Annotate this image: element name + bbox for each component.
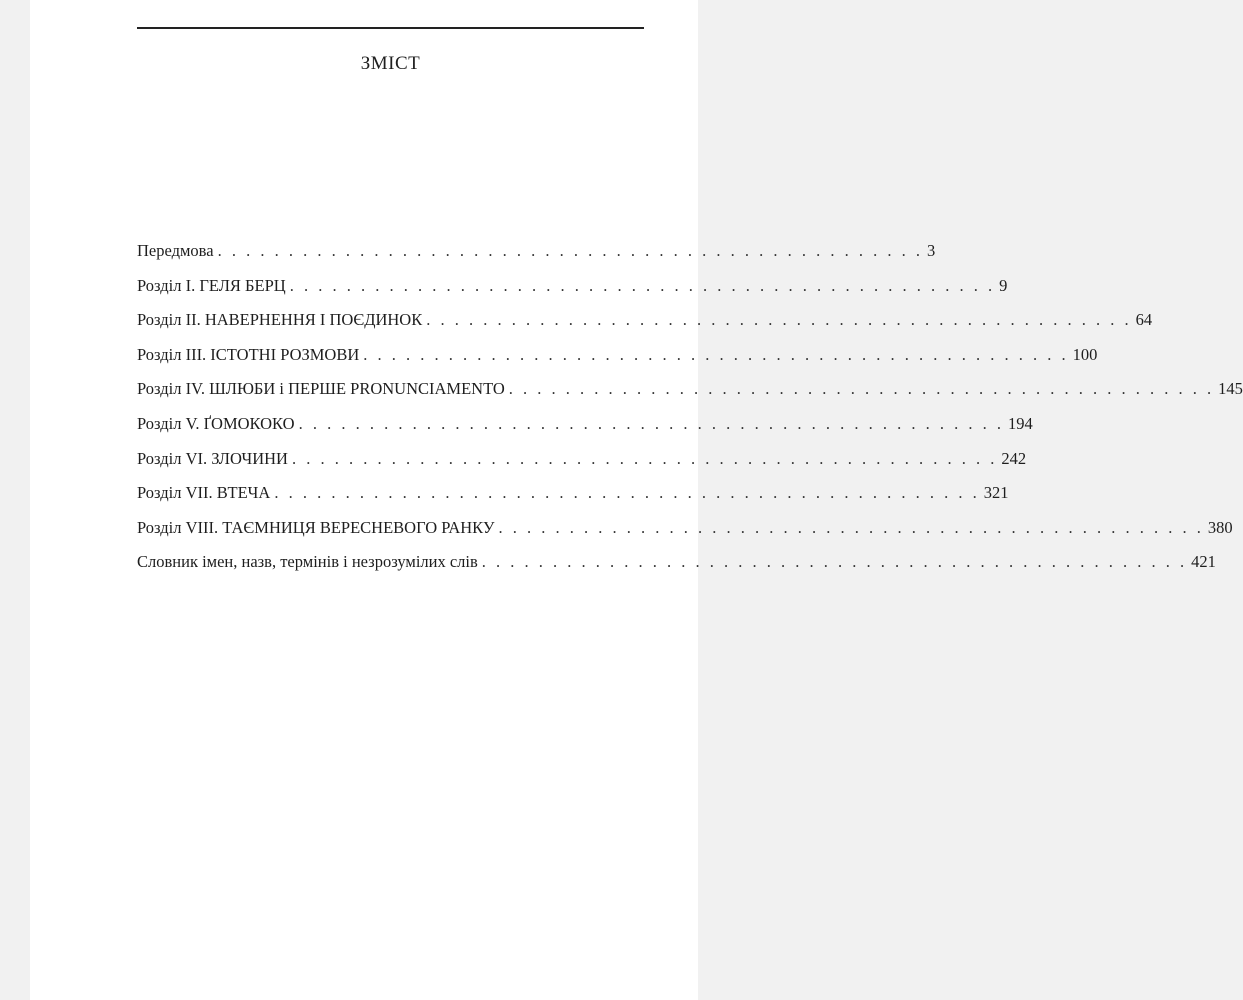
- dot-leader: . . . . . . . . . . . . . . . . . . . . . . . . . . . . . . . . . . . . . . . . . . . . . . . . . .: [217, 241, 923, 260]
- toc-entry-chapter-2[interactable]: [137, 310, 1153, 345]
- toc-entry-page: 421: [1191, 552, 1216, 572]
- toc-entry-chapter-1[interactable]: [137, 275, 1008, 311]
- toc-entry-title: Передмова: [137, 241, 214, 260]
- toc-entry-page: 321: [983, 483, 1009, 503]
- toc-entry-chapter-6[interactable]: [137, 448, 1027, 484]
- toc-entry-title: Розділ І. ГЕЛЯ БЕРЦ: [137, 275, 286, 295]
- top-rule: [137, 27, 644, 29]
- toc-entry-title: Розділ VІІ. ВТЕЧА: [137, 483, 271, 503]
- toc-entry-preface[interactable]: [137, 241, 936, 276]
- toc-entry-chapter-7[interactable]: [137, 483, 1009, 518]
- toc-entry-page: 194: [1007, 413, 1033, 433]
- dot-leader: . . . . . . . . . . . . . . . . . . . . . . . . . . . . . . . . . . . . . . . . . . . . . . . . . .: [298, 413, 1004, 433]
- toc-entry-page: 9: [999, 275, 1008, 295]
- toc-entry-chapter-3[interactable]: [137, 344, 1098, 380]
- table-of-contents: [137, 241, 1243, 587]
- toc-entry-title: Розділ V. ҐОМОКОКО: [137, 413, 295, 433]
- page-title: ЗМІСТ: [360, 53, 421, 74]
- dot-leader: . . . . . . . . . . . . . . . . . . . . . . . . . . . . . . . . . . . . . . . . . . . . . . . . . .: [498, 517, 1204, 537]
- toc-entry-page: 3: [926, 241, 936, 260]
- toc-entry-title: Розділ VІ. ЗЛОЧИНИ: [137, 448, 288, 468]
- toc-entry-title: Розділ ІІІ. ІСТОТНІ РОЗМОВИ: [137, 344, 360, 364]
- toc-entry-chapter-4[interactable]: [137, 379, 1243, 414]
- book-page: [30, 0, 1243, 1000]
- toc-entry-title: Словник імен, назв, термінів і незрозумілих слів: [137, 552, 478, 572]
- toc-entry-glossary[interactable]: [137, 552, 1216, 587]
- toc-entry-title: Розділ VІІІ. ТАЄМНИЦЯ ВЕРЕСНЕВОГО РАНКУ: [137, 517, 495, 537]
- dot-leader: . . . . . . . . . . . . . . . . . . . . . . . . . . . . . . . . . . . . . . . . . . . . . . . . . .: [274, 483, 980, 503]
- toc-entry-page: 242: [1001, 448, 1027, 468]
- dot-leader: . . . . . . . . . . . . . . . . . . . . . . . . . . . . . . . . . . . . . . . . . . . . . . . . . .: [481, 552, 1188, 572]
- toc-entry-chapter-8[interactable]: [137, 517, 1233, 553]
- toc-entry-page: 64: [1135, 310, 1153, 330]
- toc-entry-page: 145: [1218, 379, 1243, 399]
- dot-leader: . . . . . . . . . . . . . . . . . . . . . . . . . . . . . . . . . . . . . . . . . . . . . . . . . .: [426, 310, 1132, 330]
- dot-leader: . . . . . . . . . . . . . . . . . . . . . . . . . . . . . . . . . . . . . . . . . . . . . . . . . .: [289, 275, 996, 295]
- toc-entry-title: Розділ ІV. ШЛЮБИ і ПЕРШЕ PRONUNCIAMENTO: [137, 379, 505, 399]
- toc-entry-page: 100: [1072, 344, 1098, 364]
- toc-entry-chapter-5[interactable]: [137, 413, 1033, 449]
- toc-entry-page: 380: [1207, 517, 1233, 537]
- dot-leader: . . . . . . . . . . . . . . . . . . . . . . . . . . . . . . . . . . . . . . . . . . . . . . . . . .: [363, 344, 1069, 364]
- toc-entry-title: Розділ ІІ. НАВЕРНЕННЯ І ПОЄДИНОК: [137, 310, 423, 330]
- dot-leader: . . . . . . . . . . . . . . . . . . . . . . . . . . . . . . . . . . . . . . . . . . . . . . . . . .: [291, 448, 998, 468]
- dot-leader: . . . . . . . . . . . . . . . . . . . . . . . . . . . . . . . . . . . . . . . . . . . . . . . . . .: [508, 379, 1215, 399]
